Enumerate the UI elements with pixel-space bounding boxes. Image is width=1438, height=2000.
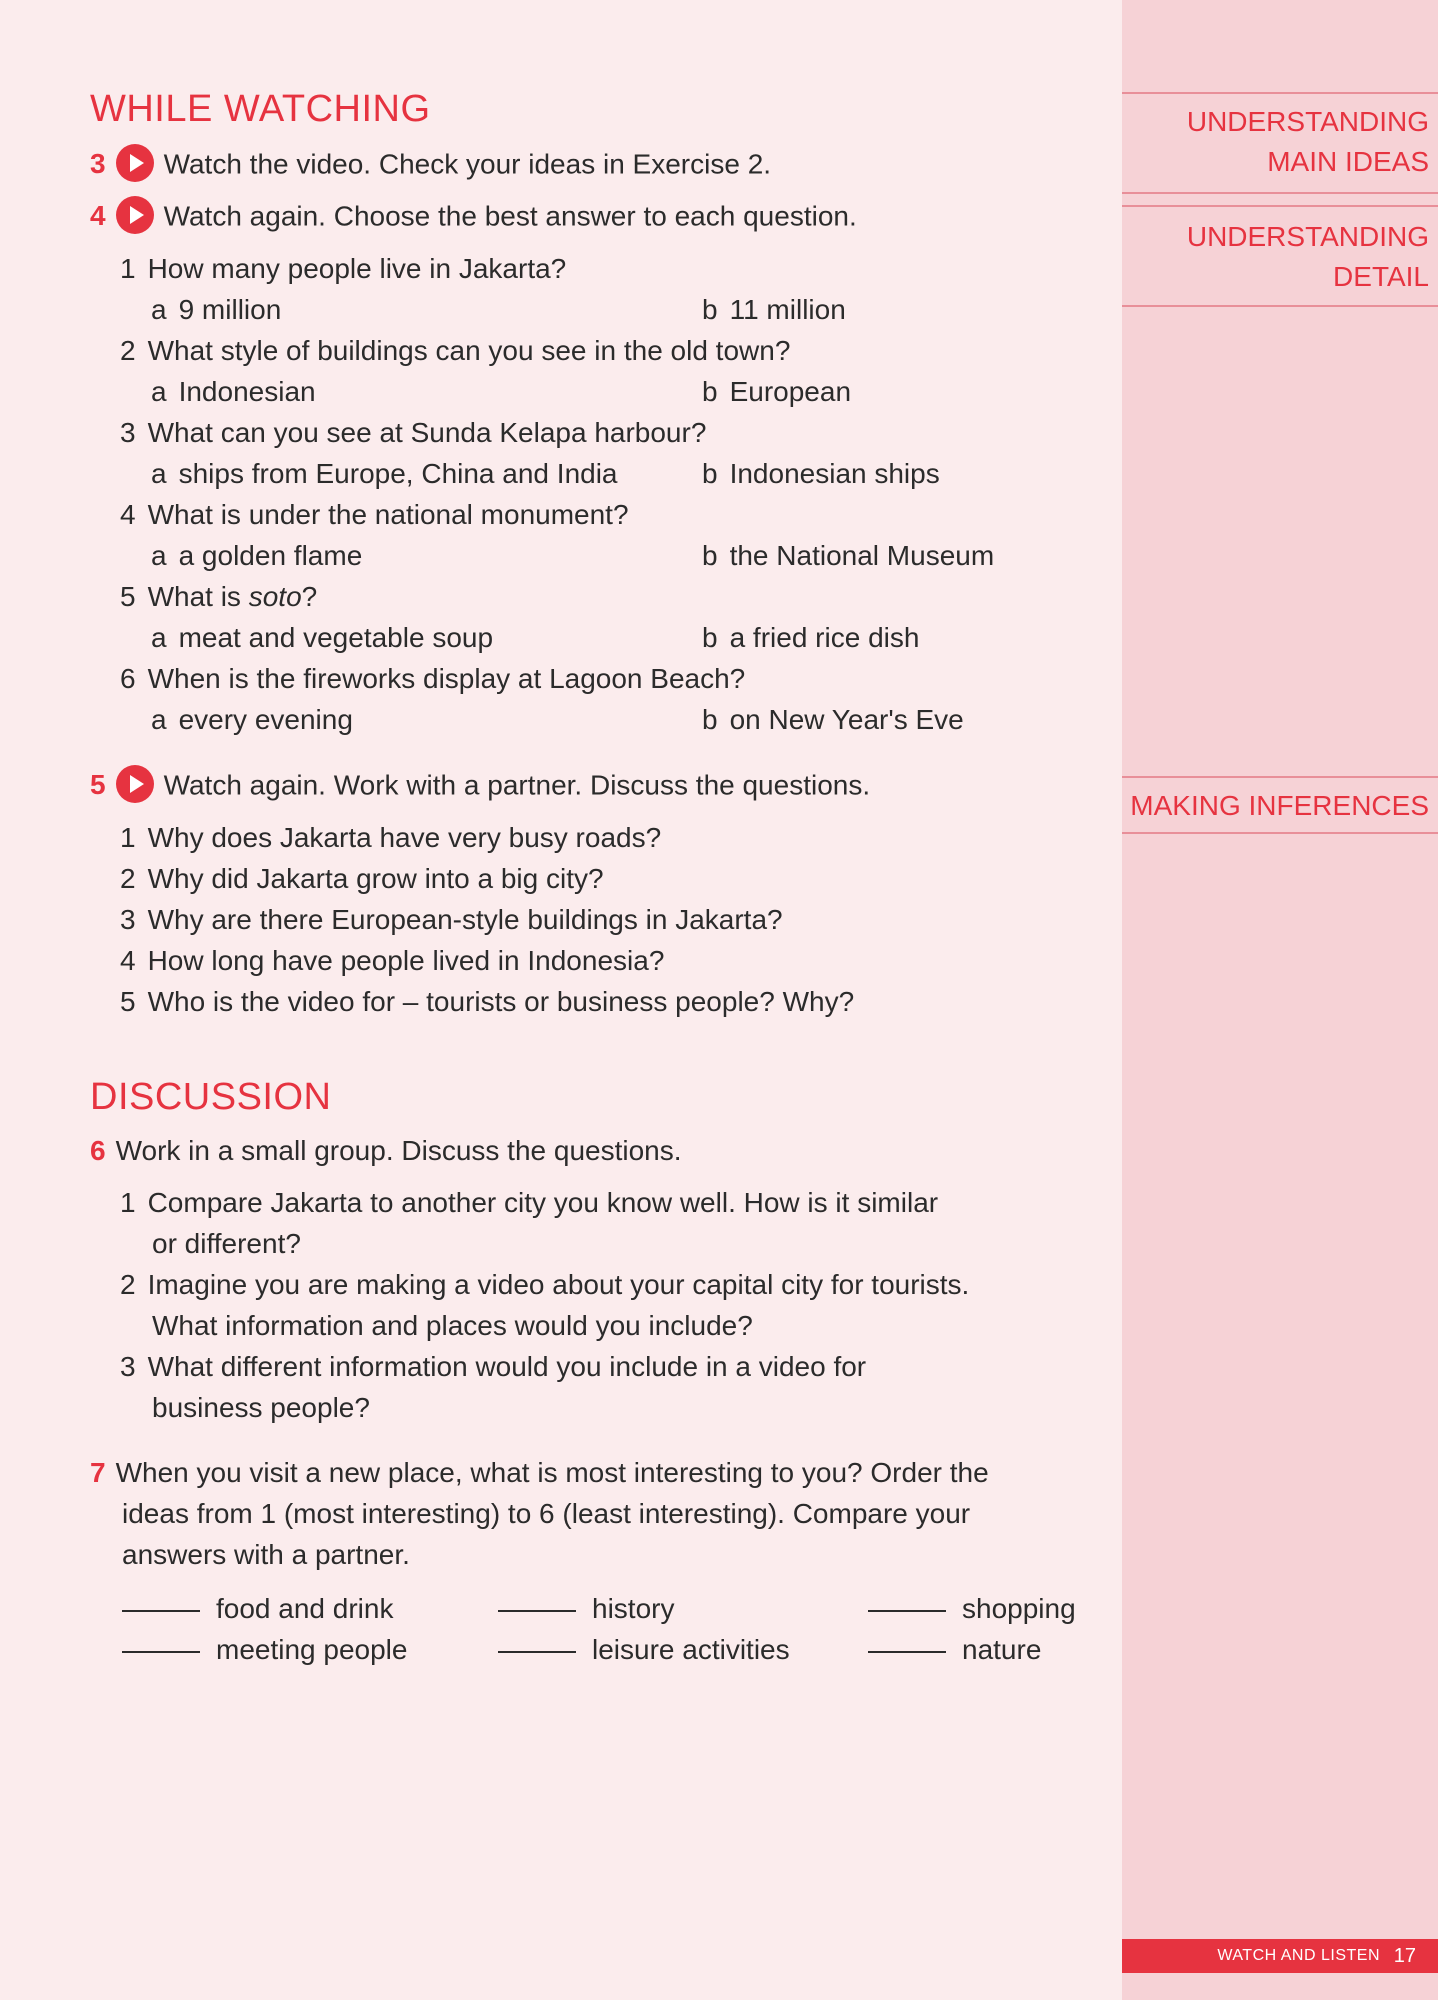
exercise-number: 7 <box>90 1457 106 1488</box>
sidebar-column <box>1122 0 1438 2000</box>
question-continuation: or different? <box>152 1228 301 1259</box>
question-number: 3 <box>120 417 136 448</box>
sidebar-label-line: UNDERSTANDING <box>1186 221 1429 252</box>
option-text: Indonesian ships <box>729 458 940 489</box>
exercise-instruction: Watch again. Choose the best answer to each question. <box>163 200 857 232</box>
sidebar-divider <box>1122 305 1438 307</box>
option-letter: a <box>151 540 167 571</box>
option-letter: b <box>702 704 718 735</box>
exercise-instruction: Watch the video. Check your ideas in Exercise 2. <box>163 148 772 180</box>
option-b[interactable] <box>702 293 846 327</box>
exercise-instruction: Work in a small group. Discuss the questions. <box>115 1135 682 1166</box>
option-a[interactable] <box>151 703 353 737</box>
option-text: European <box>729 376 852 407</box>
option-text: 9 million <box>178 294 282 325</box>
question-text: What style of buildings can you see in the old town? <box>147 335 791 366</box>
question-text: What is under the national monument? <box>147 499 629 530</box>
question-number: 2 <box>120 335 136 366</box>
exercise-5 <box>90 768 870 806</box>
sidebar-divider <box>1122 92 1438 94</box>
option-letter: b <box>702 294 718 325</box>
question-item <box>120 1268 969 1302</box>
rank-item-label: food and drink <box>216 1593 394 1624</box>
option-a[interactable] <box>151 621 493 655</box>
question-text: How many people live in Jakarta? <box>147 253 567 284</box>
option-text: every evening <box>178 704 353 735</box>
option-letter: a <box>151 622 167 653</box>
sidebar-label-understanding-main-ideas <box>1187 102 1429 182</box>
question-number: 5 <box>120 986 136 1017</box>
option-a[interactable] <box>151 539 362 573</box>
question-item <box>120 944 664 978</box>
discussion-heading: DISCUSSION <box>90 1076 332 1118</box>
question-number: 3 <box>120 904 136 935</box>
play-video-icon[interactable] <box>116 196 154 234</box>
exercise-number: 4 <box>90 200 106 232</box>
option-letter: b <box>702 540 718 571</box>
question-number: 4 <box>120 945 136 976</box>
option-letter: a <box>151 376 167 407</box>
option-text: meat and vegetable soup <box>178 622 494 653</box>
exercise-instruction: Watch again. Work with a partner. Discuss the questions. <box>163 769 871 801</box>
question-italic-term: soto <box>248 581 302 612</box>
sidebar-divider <box>1122 205 1438 207</box>
rank-item-history[interactable] <box>498 1592 674 1626</box>
option-text: on New Year's Eve <box>729 704 964 735</box>
question-number: 1 <box>120 253 136 284</box>
question-number: 1 <box>120 822 136 853</box>
question-item <box>120 662 745 696</box>
question-number: 4 <box>120 499 136 530</box>
question-text: Why did Jakarta grow into a big city? <box>147 863 604 894</box>
rank-item-label: history <box>592 1593 675 1624</box>
exercise-number: 6 <box>90 1135 106 1166</box>
play-video-icon[interactable] <box>116 144 154 182</box>
question-item <box>120 862 604 896</box>
option-b[interactable] <box>702 703 964 737</box>
question-text: Why are there European-style buildings in Jakarta? <box>147 904 783 935</box>
option-text: a golden flame <box>178 540 363 571</box>
question-continuation: business people? <box>152 1392 370 1423</box>
question-item <box>120 416 706 450</box>
sidebar-label-line: UNDERSTANDING <box>1186 106 1429 137</box>
sidebar-label-line: MAIN IDEAS <box>1267 146 1429 177</box>
question-number: 6 <box>120 663 136 694</box>
question-item <box>120 334 790 368</box>
sidebar-label-making-inferences: MAKING INFERENCES <box>1130 790 1429 821</box>
question-text: Why does Jakarta have very busy roads? <box>147 822 662 853</box>
question-number: 1 <box>120 1187 136 1218</box>
question-text: Who is the video for – tourists or business people? Why? <box>147 986 855 1017</box>
exercise-instruction: When you visit a new place, what is most interesting to you? Order the <box>115 1457 989 1488</box>
rank-item-label: meeting people <box>216 1634 408 1665</box>
question-number: 2 <box>120 1269 136 1300</box>
option-text: 11 million <box>729 294 846 325</box>
rank-item-meeting-people[interactable] <box>122 1633 407 1667</box>
option-b[interactable] <box>702 539 994 573</box>
question-item <box>120 1186 938 1220</box>
rank-item-label: leisure activities <box>592 1634 790 1665</box>
option-letter: a <box>151 458 167 489</box>
question-number: 2 <box>120 863 136 894</box>
option-a[interactable] <box>151 457 618 491</box>
option-b[interactable] <box>702 621 919 655</box>
while-watching-heading: WHILE WATCHING <box>90 88 431 130</box>
footer-bar <box>1122 1939 1438 1973</box>
sidebar-divider <box>1122 192 1438 194</box>
rank-blank[interactable] <box>498 1610 576 1612</box>
page-number: 17 <box>1393 1945 1416 1967</box>
exercise-7 <box>90 1456 989 1490</box>
question-item <box>120 821 661 855</box>
exercise-3 <box>90 147 771 185</box>
rank-item-label: nature <box>962 1634 1042 1665</box>
play-video-icon[interactable] <box>116 765 154 803</box>
option-text: the National Museum <box>729 540 995 571</box>
question-item <box>120 985 854 1019</box>
option-letter: a <box>151 704 167 735</box>
question-text: Imagine you are making a video about your capital city for tourists. <box>147 1269 970 1300</box>
exercise-4 <box>90 199 857 237</box>
question-text-end: ? <box>301 581 318 612</box>
question-item <box>120 1350 866 1384</box>
rank-item-leisure-activities[interactable] <box>498 1633 790 1667</box>
option-letter: a <box>151 294 167 325</box>
rank-blank[interactable] <box>868 1610 946 1612</box>
question-continuation: What information and places would you include? <box>152 1310 753 1341</box>
exercise-number: 3 <box>90 148 106 180</box>
option-a[interactable] <box>151 293 281 327</box>
option-text: Indonesian <box>178 376 316 407</box>
option-b[interactable] <box>702 375 851 409</box>
footer-section-label: WATCH AND LISTEN <box>1217 1947 1380 1964</box>
rank-blank[interactable] <box>498 1651 576 1653</box>
question-text: Compare Jakarta to another city you know well. How is it similar <box>147 1187 939 1218</box>
exercise-instruction-continued: ideas from 1 (most interesting) to 6 (least interesting). Compare your <box>122 1498 971 1529</box>
option-letter: b <box>702 376 718 407</box>
rank-blank[interactable] <box>122 1651 200 1653</box>
question-text: What is <box>147 581 249 612</box>
question-text: What different information would you include in a video for <box>147 1351 867 1382</box>
rank-item-nature[interactable] <box>868 1633 1041 1667</box>
sidebar-divider <box>1122 832 1438 834</box>
rank-blank[interactable] <box>868 1651 946 1653</box>
rank-item-label: shopping <box>962 1593 1076 1624</box>
exercise-number: 5 <box>90 769 106 801</box>
question-item <box>120 580 317 614</box>
option-text: ships from Europe, China and India <box>178 458 618 489</box>
rank-item-food-and-drink[interactable] <box>122 1592 393 1626</box>
option-letter: b <box>702 458 718 489</box>
exercise-instruction-continued: answers with a partner. <box>122 1539 410 1570</box>
sidebar-label-understanding-detail <box>1187 217 1429 297</box>
question-text: How long have people lived in Indonesia? <box>147 945 665 976</box>
option-a[interactable] <box>151 375 316 409</box>
question-item <box>120 903 783 937</box>
exercise-6 <box>90 1134 682 1168</box>
question-text: What can you see at Sunda Kelapa harbour? <box>147 417 707 448</box>
option-text: a fried rice dish <box>729 622 920 653</box>
question-number: 3 <box>120 1351 136 1382</box>
question-item <box>120 498 629 532</box>
sidebar-divider <box>1122 776 1438 778</box>
question-text: When is the fireworks display at Lagoon Beach? <box>147 663 746 694</box>
option-b[interactable] <box>702 457 940 491</box>
rank-blank[interactable] <box>122 1610 200 1612</box>
sidebar-label-line: DETAIL <box>1333 261 1429 292</box>
rank-item-shopping[interactable] <box>868 1592 1076 1626</box>
question-number: 5 <box>120 581 136 612</box>
option-letter: b <box>702 622 718 653</box>
question-item <box>120 252 566 286</box>
